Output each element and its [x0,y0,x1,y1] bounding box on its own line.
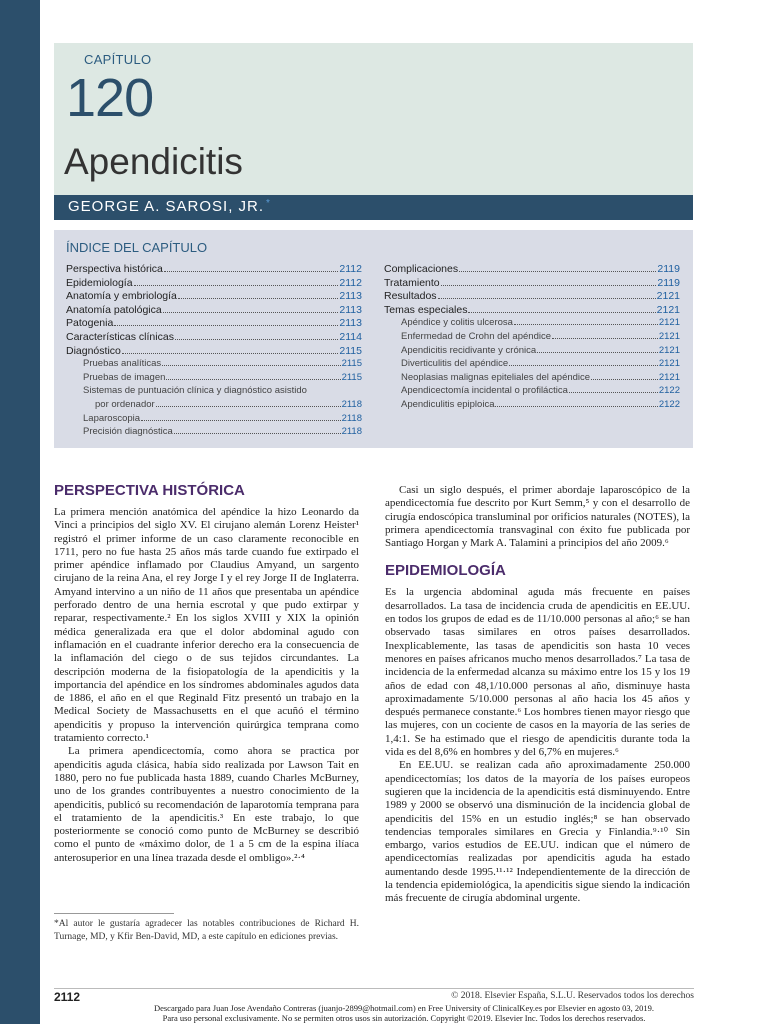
toc-entry[interactable] [384,277,680,291]
toc-entry-label: por ordenador [95,398,155,410]
toc-page-link[interactable]: 2118 [341,412,362,424]
toc-entry[interactable] [384,263,680,277]
toc-page-link[interactable]: 2121 [658,358,680,370]
toc-leader-dots [134,285,339,286]
toc-entry[interactable] [384,304,680,318]
toc-page-link[interactable]: 2121 [658,344,680,356]
toc-entry[interactable] [66,426,362,440]
toc-entry[interactable] [66,304,362,318]
toc-page-link[interactable]: 2122 [658,385,680,397]
toc-entry-label: Resultados [384,290,437,303]
toc-page-link[interactable]: 2114 [339,330,362,343]
section-heading-epidemiologia: EPIDEMIOLOGÍA [385,562,506,580]
footnote: *Al autor le gustaría agradecer las notables contribuciones de Richard H. Turnage, MD, y Kfir Ben-David, MD, a este capítulo en ediciones previas. [54,919,359,942]
toc-page-link[interactable]: 2115 [339,344,362,357]
toc-entry-label: Apendiculitis epiploica [401,398,495,410]
toc-page-link[interactable]: 2118 [341,426,362,438]
paragraph: Es la urgencia abdominal aguda más frecuente en países desarrollados. La tasa de incidencia cruda de apendicitis en EE.UU. en todos los grupos de edad es de 11/10.000 personas al año;⁶ se han observado tasas similares en otros países desarrollados. Inexplicablemente, las tasas de apendicitis son hasta 10 veces menores en países africanos mucho menos desarrollados.⁷ La tasa de incidencia de la enfermedad alcanza su máximo entre los 15 y los 19 años de edad con 48,1/10.000 personas al año, disminuye hasta aproximadamente 5/10.000 personas al año hacia los 45 años y después permanece constante.⁶ Los hombres tienen mayor riesgo que las mujeres, con un cociente de casos en la mayoría de las series de 1,4:1. Se ha estimado que el riesgo de apendicitis durante toda la vida es del 8,6% en hombres y del 6,7% en mujeres.⁶ [385,586,690,759]
footer-divider [54,988,694,989]
toc-entry[interactable] [66,372,362,386]
toc-entry-label: Pruebas analíticas [83,358,162,370]
toc-entry[interactable] [66,317,362,331]
author-name [68,198,271,215]
toc-entry[interactable] [66,358,362,372]
toc-entry[interactable] [384,345,680,359]
toc-page-link[interactable]: 2121 [658,317,680,329]
toc-entry[interactable] [66,331,362,345]
footnote-divider [54,913,174,914]
author-name-text: GEORGE A. SAROSI, JR. [68,198,265,215]
toc-entry-label: Diverticulitis del apéndice [401,358,509,370]
toc-page-link[interactable]: 2121 [658,371,680,383]
toc-entry-label: Anatomía y embriología [66,290,177,303]
toc-entry-label: Laparoscopia [83,412,141,424]
chapter-index-left-column [66,263,362,440]
body-column-right [385,484,690,906]
toc-page-link[interactable]: 2119 [657,263,680,275]
toc-leader-dots [141,420,341,421]
toc-entry-label: Características clínicas [66,330,174,343]
toc-entry[interactable] [384,399,680,413]
toc-page-link[interactable]: 2115 [341,358,362,370]
toc-entry-label: Sistemas de puntuación clínica y diagnóstico asistido [83,385,307,397]
toc-leader-dots [174,433,341,434]
toc-entry-label: Epidemiología [66,276,133,289]
toc-leader-dots [156,406,341,407]
toc-leader-dots [166,379,340,380]
download-notice-line: Descargado para Juan Jose Avendaño Contreras (juanjo-2899@hotmail.com) en Free University of ClinicalKey.es por Elsevier en agosto 03, 2019. [153,1003,655,1013]
toc-page-link[interactable]: 2113 [339,303,362,316]
toc-page-link[interactable]: 2113 [339,290,362,303]
paragraph: Casi un siglo después, el primer abordaje laparoscópico de la apendicectomía fue descrito por Kurt Semm,⁵ y con el desarrollo de cirugía endoscópica transluminal por orificios naturales (NOTES), la primera apendicectomía transvaginal con éxito fue publicada por Santiago Horgan y Mark A. Talamini a principios del año 2009.⁶ [385,484,690,550]
chapter-title: Apendicitis [64,141,243,182]
toc-leader-dots [509,365,658,366]
section-heading-perspectiva: PERSPECTIVA HISTÓRICA [54,482,245,499]
toc-leader-dots [114,325,338,326]
toc-leader-dots [495,406,657,407]
toc-entry[interactable] [66,385,362,399]
toc-entry-label: Precisión diagnóstica [83,426,173,438]
paragraph: En EE.UU. se realizan cada año aproximadamente 250.000 apendicectomías; los datos de la mayoría de los países europeos sugieren que la incidencia de la apendicitis está disminuyendo. Entre 1989 y 2000 se observó una disminución de la incidencia global de apendicitis del 15% en un estudio inglés;⁸ se han observado tendencias temporales similares en Grecia y Finlandia.⁹·¹⁰ Sin embargo, varios estudios de EE.UU. indican que el número de apendicectomías realizadas por apendicitis aguda ha estado aumentando desde 1995.¹¹·¹² Independientemente de la dirección de la tendencia epidemiológica, la apendicitis sigue siendo la indicación más frecuente de cirugía abdominal urgente. [385,759,690,905]
toc-entry[interactable] [66,263,362,277]
toc-entry-label: Neoplasias malignas epiteliales del apéndice [401,371,591,383]
toc-entry[interactable] [66,413,362,427]
toc-leader-dots [537,352,658,353]
copyright-notice: © 2018. Elsevier España, S.L.U. Reservados todos los derechos [451,991,694,1001]
toc-page-link[interactable]: 2112 [339,276,362,289]
toc-page-link[interactable]: 2118 [341,398,362,410]
download-notice [40,1003,768,1023]
toc-leader-dots [468,312,655,313]
toc-entry[interactable] [384,290,680,304]
toc-entry-label: Apéndice y colitis ulcerosa [401,317,513,329]
page-number: 2112 [54,990,81,1004]
toc-entry-label: Anatomía patológica [66,303,162,316]
toc-entry-label: Diagnóstico [66,344,121,357]
paragraph: La primera mención anatómica del apéndice la hizo Leonardo da Vinci a principios del siglo XV. El cirujano alemán Lorenz Heister¹ registró el primer informe de un caso claramente reconocible en 1711, pero no fue hasta 25 años más tarde cuando fue extirpado el primer apéndice inflamado por Claudius Amyand, un sargento cirujano de la reina Ana, el rey Jorge I y el rey Jorge II de Inglaterra. Amyand intervino a un niño de 11 años que presentaba un apéndice perforado dentro de una hernia escrotal y que pudo extirpar y reparar, respectivamente.² En los siglos XVIII y XIX la opinión médica generalizada era que el dolor abdominal agudo con inflamación en el cuadrante inferior derecho era la consecuencia de la inflamación del ciego o de sus tejidos circundantes. La descripción moderna de la fisiopatología de la apendicitis y la importancia del apéndice en los síndromes abdominales agudos data de 1886, el año en el que Reginald Fitz presentó un trabajo en la Medical Society de Massachusetts en el que acuñó el término apendicitis y propuso la intervención quirúrgica temprana como tratamiento correcto.¹ [54,506,359,745]
chapter-index-heading: ÍNDICE DEL CAPÍTULO [66,240,208,255]
toc-entry[interactable] [66,399,362,413]
toc-leader-dots [591,379,658,380]
author-footnote-mark[interactable]: * [266,198,271,209]
toc-leader-dots [163,312,339,313]
toc-leader-dots [122,353,339,354]
toc-page-link[interactable]: 2121 [658,330,680,342]
toc-entry[interactable] [66,290,362,304]
toc-entry[interactable] [66,345,362,359]
toc-leader-dots [569,392,658,393]
toc-leader-dots [552,338,658,339]
toc-entry[interactable] [384,372,680,386]
toc-leader-dots [438,298,656,299]
toc-entry[interactable] [384,331,680,345]
toc-leader-dots [514,324,658,325]
toc-leader-dots [175,339,338,340]
chapter-number: 120 [66,68,154,128]
toc-entry-label: Enfermedad de Crohn del apéndice [401,330,551,342]
toc-leader-dots [441,285,657,286]
toc-entry[interactable] [66,277,362,291]
toc-entry-label: Apendicitis recidivante y crónica [401,344,537,356]
toc-entry-label: Tratamiento [384,276,440,289]
chapter-label: CAPÍTULO [84,52,152,67]
chapter-index-right-column [384,263,680,413]
toc-page-link[interactable]: 2112 [339,263,362,275]
paragraph: La primera apendicectomía, como ahora se practica por apendicitis aguda clásica, había sido realizada por Lawson Tait en 1880, pero no fue publicada hasta 1889, cuando Charles McBurney, uno de los grandes contribuyentes a nuestro conocimiento de la apendicitis, publicó su recomendación de laparotomía temprana para el tratamiento de la apendicitis.³ En este trabajo, lo que posteriormente se conoció como punto de McBurney se describió como el punto de «máximo dolor, de 1 a 5 cm de la espina ilíaca anterosuperior en una línea trazada desde el ombligo».²·⁴ [54,745,359,864]
toc-entry-label: Temas especiales [384,303,468,316]
body-column-left [54,482,359,865]
left-sidebar-band [0,0,40,1024]
toc-page-link[interactable]: 2121 [656,303,680,316]
toc-page-link[interactable]: 2119 [657,276,680,289]
download-notice-line: Para uso personal exclusivamente. No se permiten otros usos sin autorización. Copyright ©2019. Elsevier Inc. Todos los derechos reservados. [162,1013,646,1023]
toc-entry[interactable] [384,317,680,331]
toc-entry-label: Pruebas de imagen [83,371,166,383]
toc-page-link[interactable]: 2115 [341,371,362,383]
toc-leader-dots [459,271,656,272]
toc-leader-dots [164,271,339,272]
toc-page-link[interactable]: 2113 [339,317,362,330]
toc-entry[interactable] [384,385,680,399]
toc-entry[interactable] [384,358,680,372]
toc-page-link[interactable]: 2121 [656,290,680,303]
toc-entry-label: Apendicectomía incidental o profiláctica [401,385,568,397]
toc-entry-label: Complicaciones [384,263,459,275]
toc-entry-label: Perspectiva histórica [66,263,163,275]
toc-leader-dots [162,365,340,366]
toc-leader-dots [178,298,339,299]
toc-entry-label: Patogenia [66,317,114,330]
toc-page-link[interactable]: 2122 [658,398,680,410]
